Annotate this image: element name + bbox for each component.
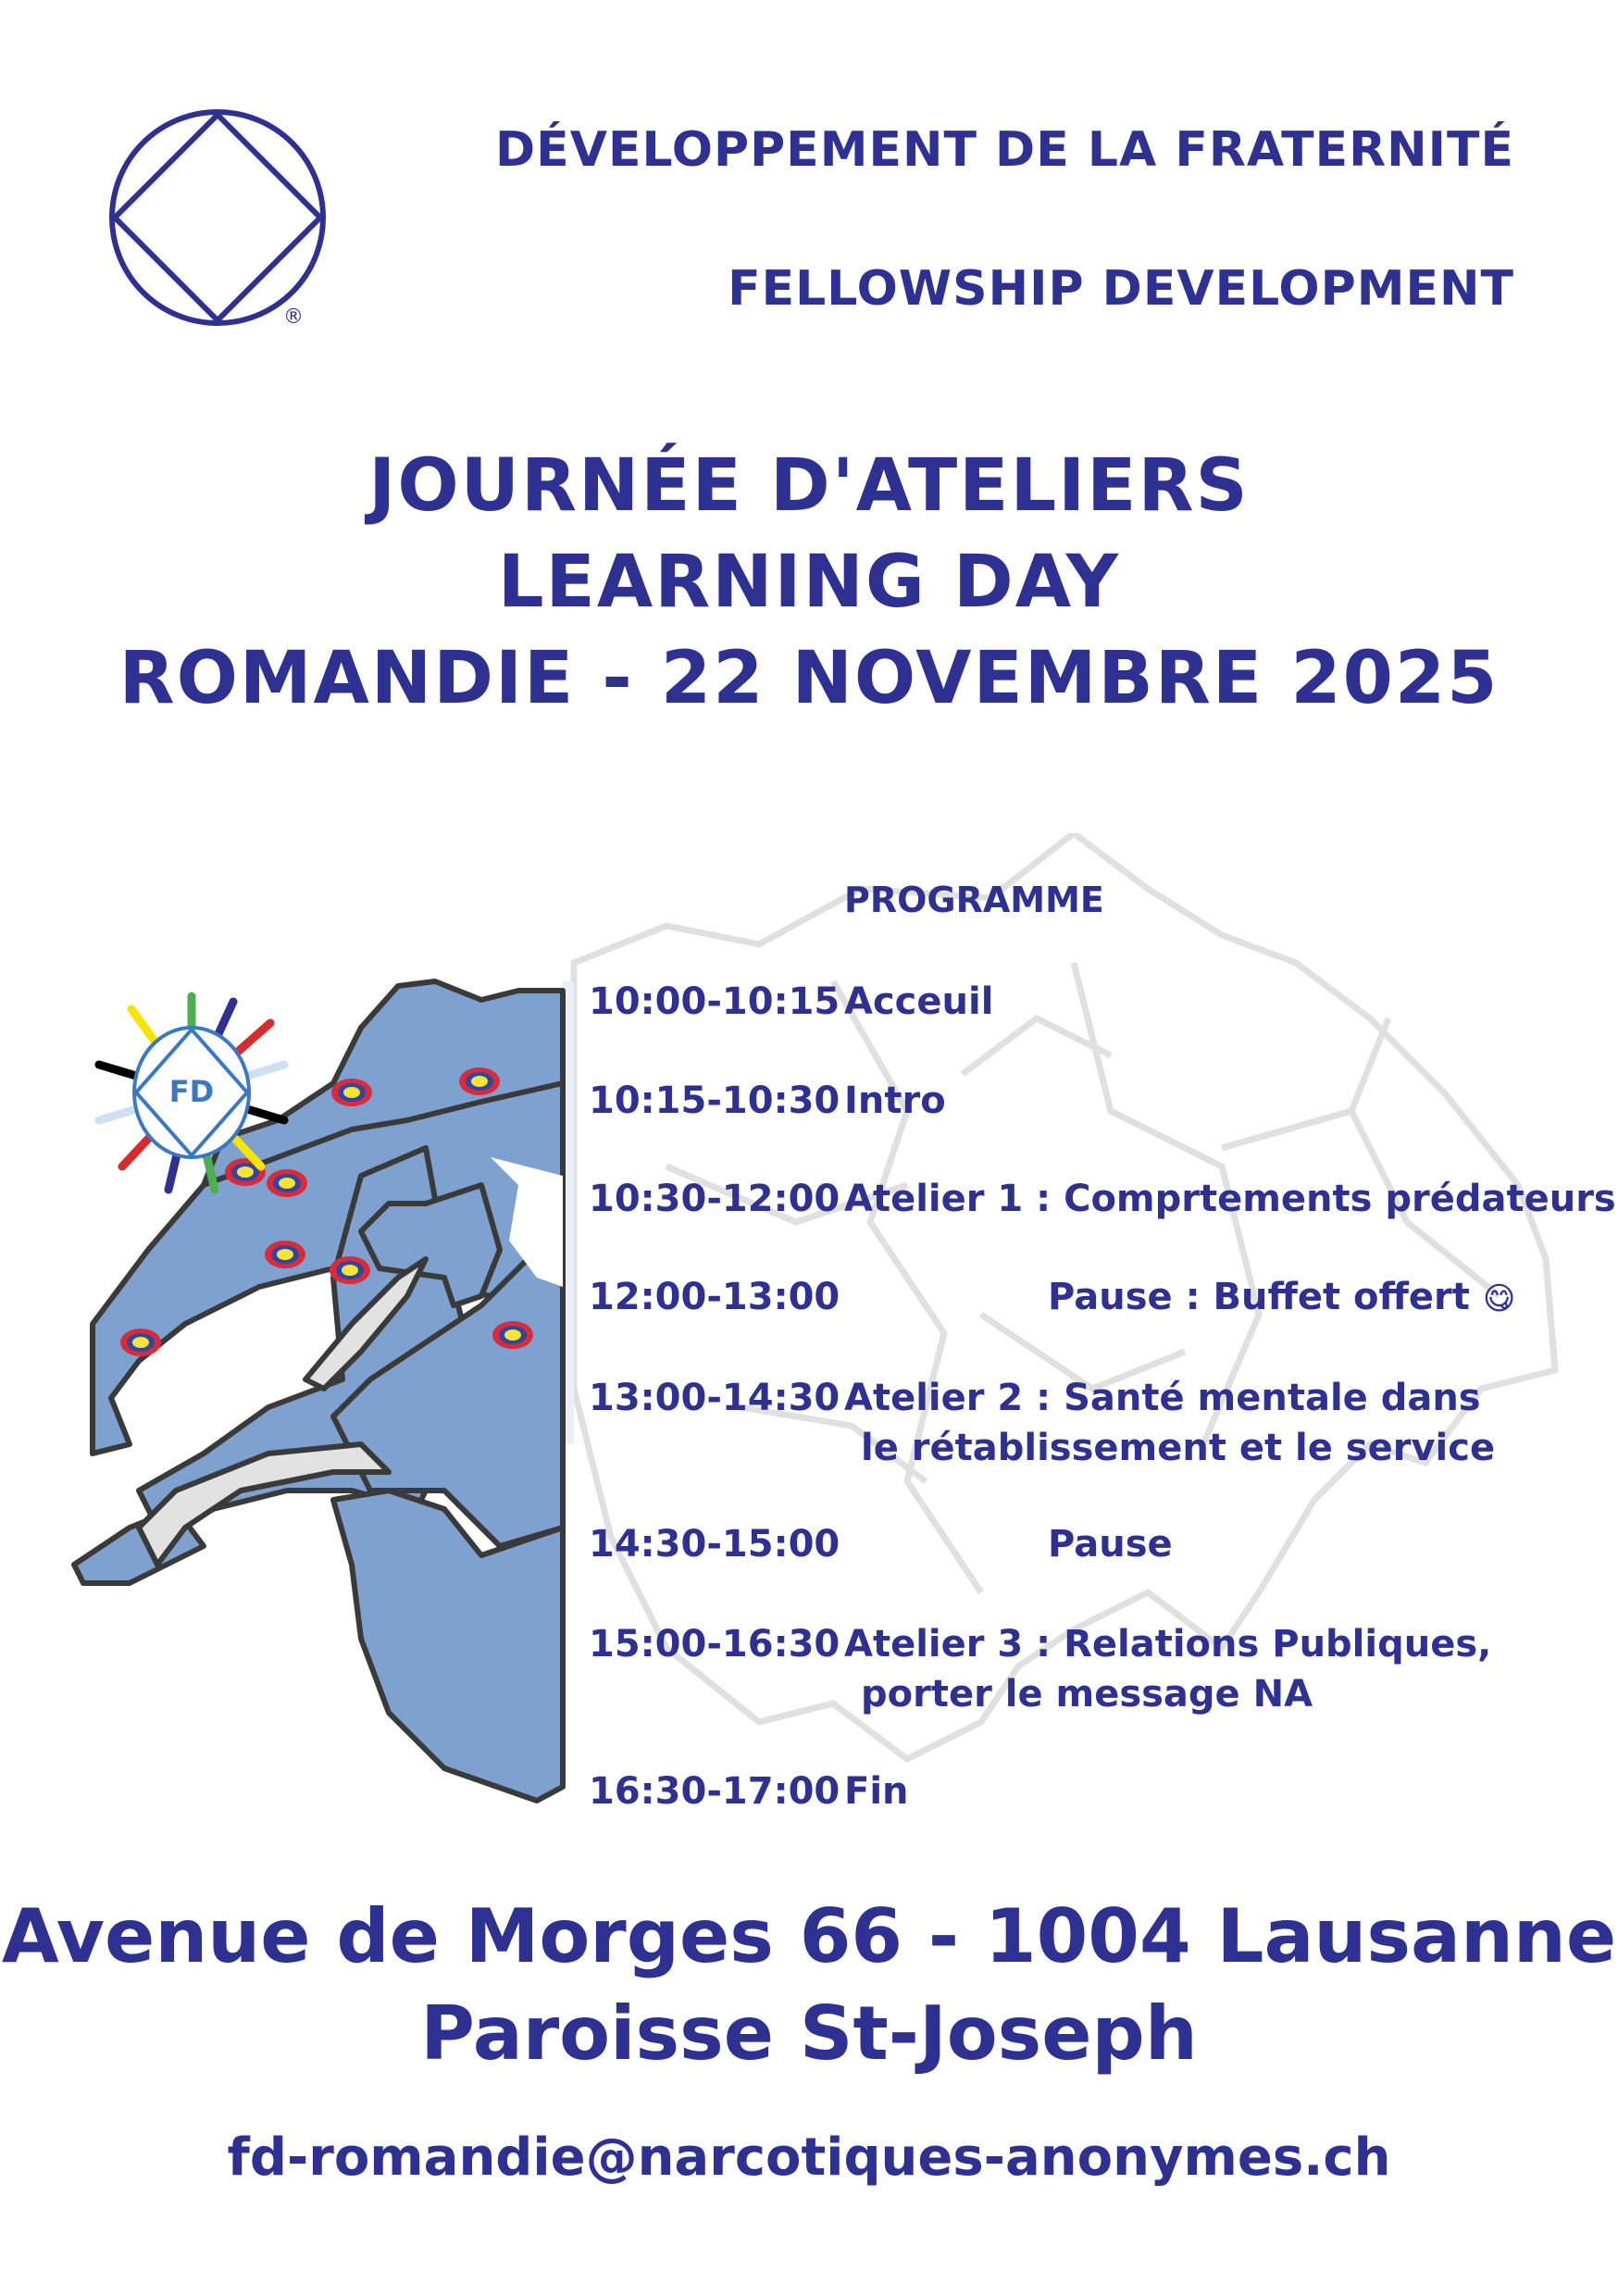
schedule-desc: Atelier 2 : Santé mentale dans [844,1377,1481,1419]
schedule-desc: Pause : Buffet offert [1048,1276,1470,1318]
venue-address: Avenue de Morges 66 - 1004 Lausanne [1,1893,1617,1979]
schedule-row [589,1272,1515,1324]
schedule-row [589,1519,1173,1569]
schedule-time: 10:00-10:15 [589,980,840,1023]
schedule-desc: Acceuil [844,980,994,1023]
venue-name: Paroisse St-Joseph [420,1990,1198,2077]
schedule-row [589,1174,1616,1224]
schedule-desc: Pause [1048,1523,1173,1566]
schedule-time: 14:30-15:00 [589,1523,840,1566]
schedule-row [589,1373,1495,1473]
schedule-row [589,977,993,1027]
header-english: FELLOWSHIP DEVELOPMENT [728,261,1514,317]
schedule-desc-cont: le rétablissement et le service [861,1427,1496,1469]
schedule-desc: Atelier 3 : Relations Publiques, [844,1623,1492,1666]
schedule-desc: Intro [844,1079,946,1122]
schedule-row [589,1619,1491,1719]
schedule-time: 10:30-12:00 [589,1178,840,1220]
schedule-desc: Atelier 1 : Comprtements prédateurs [844,1178,1616,1220]
schedule-time: 13:00-14:30 [589,1377,840,1419]
event-title: JOURNÉE D'ATELIERS [368,444,1250,528]
schedule-time: 10:15-10:30 [589,1079,840,1122]
schedule-row [589,1766,909,1816]
smiley-emoji-icon: 😋 [1482,1280,1516,1317]
schedule-row [589,1076,946,1126]
fd-logo [85,981,298,1204]
schedule-desc: Fin [844,1770,909,1813]
schedule-time: 16:30-17:00 [589,1770,840,1813]
registered-mark: ® [283,306,304,329]
schedule-time: 15:00-16:30 [589,1623,840,1666]
header-french: DÉVELOPPEMENT DE LA FRATERNITÉ [495,122,1514,178]
na-logo [102,102,342,343]
programme-heading: PROGRAMME [844,880,1104,920]
event-date: ROMANDIE - 22 NOVEMBRE 2025 [118,637,1500,720]
schedule-desc-cont: porter le message NA [861,1673,1313,1716]
schedule-time: 12:00-13:00 [589,1276,840,1318]
fd-logo-text: FD [168,1074,215,1109]
event-subtitle: LEARNING DAY [497,541,1121,624]
contact-email[interactable]: fd-romandie@narcotiques-anonymes.ch [227,2128,1391,2188]
